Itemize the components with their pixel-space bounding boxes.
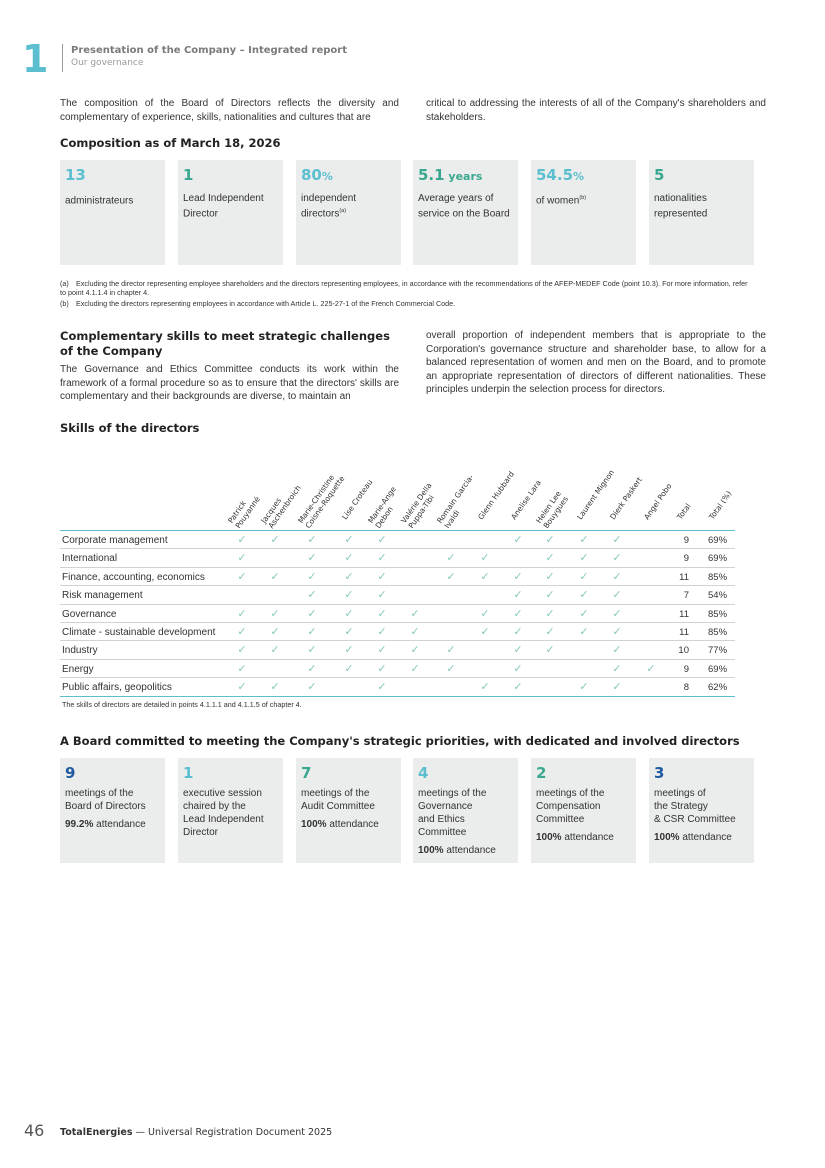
board-heading: A Board committed to meeting the Company's strategic priorities, with dedicated and involved directors xyxy=(60,734,740,748)
check-icon: ✓ xyxy=(513,589,523,602)
column-header: Anelise Lara xyxy=(509,478,543,522)
column-header: Marie-Ange Debon xyxy=(366,484,398,530)
skill-label: International xyxy=(62,553,118,565)
composition-card xyxy=(413,160,518,265)
check-icon: ✓ xyxy=(410,644,420,657)
composition-card-label xyxy=(183,192,278,220)
footer-text xyxy=(60,1127,332,1138)
board-card xyxy=(413,758,518,863)
skill-percent: 85% xyxy=(708,571,728,583)
column-header: Romain Garcia-Ivaldi xyxy=(435,472,476,530)
attendance xyxy=(418,844,513,857)
board-card-value: 9 xyxy=(65,764,76,782)
check-icon: ✓ xyxy=(579,589,589,602)
skill-total: 11 xyxy=(679,608,689,620)
board-card xyxy=(531,758,636,863)
check-icon: ✓ xyxy=(446,662,456,675)
check-icon: ✓ xyxy=(307,625,317,638)
attendance-label: attendance xyxy=(561,832,614,843)
column-header: Total xyxy=(675,501,693,522)
check-icon: ✓ xyxy=(344,589,354,602)
footer-doc: — Universal Registration Document 2025 xyxy=(132,1127,333,1138)
header-divider xyxy=(62,44,63,72)
skills-row xyxy=(60,531,735,549)
check-icon: ✓ xyxy=(344,607,354,620)
skill-total: 7 xyxy=(683,590,689,602)
check-icon: ✓ xyxy=(307,607,317,620)
attendance xyxy=(65,818,160,831)
board-card-label: meetings of the Compensation Committee xyxy=(536,788,605,825)
footnote-a-text: Excluding the director representing employee shareholders and the directors representing employees, in accordance with the recommendations of the AFEP-MEDEF Code (point 10.3). For more information, refer to point 4.1.1.4 in chapter 4. xyxy=(60,279,748,297)
skill-total: 9 xyxy=(683,553,689,565)
card-unit: years xyxy=(444,170,483,183)
check-icon: ✓ xyxy=(646,662,656,675)
attendance xyxy=(654,831,749,844)
check-icon: ✓ xyxy=(579,607,589,620)
composition-card-label xyxy=(418,192,513,220)
card-number: 80 xyxy=(301,166,322,184)
card-label-text: Average years of service on the Board xyxy=(418,193,510,220)
skill-total: 9 xyxy=(683,535,689,546)
chapter-number: 1 xyxy=(22,37,49,81)
check-icon: ✓ xyxy=(612,589,622,602)
board-card-label: meetings of the Strategy & CSR Committee xyxy=(654,788,736,825)
card-label-text: of women xyxy=(536,195,580,207)
check-icon: ✓ xyxy=(377,534,387,546)
skill-total: 9 xyxy=(683,663,689,675)
composition-card-value xyxy=(65,165,160,187)
skill-total: 8 xyxy=(683,682,689,694)
card-number: 13 xyxy=(65,166,86,184)
page-number: 46 xyxy=(24,1121,45,1140)
skills-section-heading: Complementary skills to meet strategic challenges of the Company xyxy=(60,329,390,358)
footer-brand: TotalEnergies xyxy=(60,1127,133,1138)
column-header: Jacques Aschenbroich xyxy=(259,483,303,530)
attendance-label: attendance xyxy=(326,819,379,830)
check-icon: ✓ xyxy=(480,625,490,638)
skill-label: Industry xyxy=(62,645,98,657)
check-icon: ✓ xyxy=(480,607,490,620)
footnote-b-text: Excluding the directors representing employees in accordance with Article L. 225-27-1 of the French Commercial Code. xyxy=(76,299,456,308)
check-icon: ✓ xyxy=(307,589,317,602)
check-icon: ✓ xyxy=(377,570,387,583)
check-icon: ✓ xyxy=(545,644,555,657)
check-icon: ✓ xyxy=(237,570,247,583)
check-icon: ✓ xyxy=(237,625,247,638)
card-number: 5 xyxy=(654,166,665,184)
attendance-value: 100% xyxy=(418,845,444,856)
check-icon: ✓ xyxy=(237,644,247,657)
intro-left: The composition of the Board of Directors reflects the diversity and complementary of experience, skills, nationalities and cultures that are xyxy=(60,98,399,123)
skills-row xyxy=(60,568,735,586)
skill-label: Energy xyxy=(62,663,94,675)
check-icon: ✓ xyxy=(344,662,354,675)
check-icon: ✓ xyxy=(545,570,555,583)
check-icon: ✓ xyxy=(307,534,317,546)
board-card-value: 7 xyxy=(301,764,312,782)
skills-row xyxy=(60,678,735,696)
footnote-a xyxy=(60,279,753,297)
composition-card-label xyxy=(65,192,160,207)
check-icon: ✓ xyxy=(513,570,523,583)
skills-row xyxy=(60,623,735,641)
footnote-b-label: (b) xyxy=(60,299,69,308)
column-header: Patrick Pouyanné xyxy=(226,494,262,530)
board-card xyxy=(178,758,283,863)
board-card-value: 2 xyxy=(536,764,547,782)
board-card-label: meetings of the Governance and Ethics Committee xyxy=(418,788,487,838)
skills-row xyxy=(60,586,735,604)
column-header: Dierk Paskert xyxy=(608,475,645,522)
skill-label: Corporate management xyxy=(62,535,168,546)
check-icon: ✓ xyxy=(377,589,387,602)
check-icon: ✓ xyxy=(480,681,490,694)
attendance xyxy=(536,831,631,844)
attendance xyxy=(301,818,396,831)
check-icon: ✓ xyxy=(270,607,280,620)
check-icon: ✓ xyxy=(270,570,280,583)
check-icon: ✓ xyxy=(307,570,317,583)
check-icon: ✓ xyxy=(612,625,622,638)
check-icon: ✓ xyxy=(270,681,280,694)
skill-total: 11 xyxy=(679,571,689,583)
card-label-text: Lead Independent Director xyxy=(183,193,264,220)
skill-label: Climate - sustainable development xyxy=(62,626,216,638)
check-icon: ✓ xyxy=(307,681,317,694)
check-icon: ✓ xyxy=(545,607,555,620)
skills-table-note: The skills of directors are detailed in points 4.1.1.1 and 4.1.1.5 of chapter 4. xyxy=(62,700,302,709)
footnote-b xyxy=(60,299,753,308)
check-icon: ✓ xyxy=(377,644,387,657)
check-icon: ✓ xyxy=(307,662,317,675)
column-header: Angel Pobo xyxy=(642,481,674,522)
check-icon: ✓ xyxy=(377,681,387,694)
check-icon: ✓ xyxy=(513,534,523,546)
check-icon: ✓ xyxy=(307,552,317,565)
check-icon: ✓ xyxy=(513,644,523,657)
card-unit: % xyxy=(321,170,333,183)
check-icon: ✓ xyxy=(270,625,280,638)
card-number: 1 xyxy=(183,166,194,184)
footnote-ref: (a) xyxy=(339,208,347,214)
attendance-label: attendance xyxy=(679,832,732,843)
card-label-text: nationalities represented xyxy=(654,193,708,220)
board-card-value: 1 xyxy=(183,764,194,782)
check-icon: ✓ xyxy=(410,607,420,620)
skill-total: 10 xyxy=(678,645,689,657)
skill-percent: 77% xyxy=(708,645,728,657)
check-icon: ✓ xyxy=(480,570,490,583)
board-card-label: meetings of the Board of Directors xyxy=(65,788,146,812)
skill-label: Finance, accounting, economics xyxy=(62,571,205,583)
check-icon: ✓ xyxy=(513,625,523,638)
check-icon: ✓ xyxy=(270,534,280,546)
check-icon: ✓ xyxy=(410,662,420,675)
skills-section-right: overall proportion of independent members that is appropriate to the Corporation's governance structure and shareholder base, to allow for a balanced representation of women and men on the Board, and to promote an appropriate representation of directors of different nationalities. These principles underpin the selection process for directors. xyxy=(426,330,766,395)
check-icon: ✓ xyxy=(410,625,420,638)
composition-card-label xyxy=(654,192,749,220)
check-icon: ✓ xyxy=(377,625,387,638)
card-number: 5.1 xyxy=(418,166,445,184)
board-card xyxy=(649,758,754,863)
check-icon: ✓ xyxy=(446,570,456,583)
composition-card xyxy=(531,160,636,265)
skills-row xyxy=(60,641,735,659)
skill-percent: 62% xyxy=(708,682,728,694)
skills-row xyxy=(60,605,735,623)
board-card-label: meetings of the Audit Committee xyxy=(301,788,375,812)
card-unit: % xyxy=(573,170,585,183)
skill-label: Risk management xyxy=(62,590,143,602)
column-header: Glenn Hubbard xyxy=(476,469,516,522)
skills-table-heading: Skills of the directors xyxy=(60,421,200,435)
column-header: Marie-Christine Coisne-Roquette xyxy=(296,473,347,530)
card-label-text: independent directors xyxy=(301,193,357,220)
check-icon: ✓ xyxy=(612,552,622,565)
column-header: Lise Croteau xyxy=(340,477,375,522)
check-icon: ✓ xyxy=(545,589,555,602)
skills-table xyxy=(60,530,735,697)
intro-right: critical to addressing the interests of all of the Company's shareholders and stakeholders. xyxy=(426,98,766,123)
composition-card xyxy=(60,160,165,265)
composition-card-value xyxy=(418,165,513,187)
attendance-value: 99.2% xyxy=(65,819,94,830)
composition-card-value xyxy=(536,165,631,187)
card-number: 54.5 xyxy=(536,166,574,184)
board-card-value: 3 xyxy=(654,764,665,782)
column-header: Laurent Mignon xyxy=(575,468,617,522)
card-label-text: administrateurs xyxy=(65,195,134,207)
composition-card-value xyxy=(301,165,396,187)
check-icon: ✓ xyxy=(545,625,555,638)
attendance-value: 100% xyxy=(654,832,680,843)
check-icon: ✓ xyxy=(612,607,622,620)
footnote-ref: (b) xyxy=(579,195,587,201)
composition-heading: Composition as of March 18, 2026 xyxy=(60,136,281,150)
attendance-label: attendance xyxy=(93,819,146,830)
skill-label: Public affairs, geopolitics xyxy=(62,682,172,694)
skills-row xyxy=(60,549,735,567)
composition-card xyxy=(649,160,754,265)
board-card-value: 4 xyxy=(418,764,429,782)
attendance-value: 100% xyxy=(536,832,562,843)
column-header: Valérie Della Puppa-Tibi xyxy=(399,481,436,530)
check-icon: ✓ xyxy=(612,681,622,694)
check-icon: ✓ xyxy=(446,644,456,657)
check-icon: ✓ xyxy=(480,552,490,565)
skill-total: 11 xyxy=(679,626,689,638)
check-icon: ✓ xyxy=(377,662,387,675)
check-icon: ✓ xyxy=(344,534,354,546)
composition-card xyxy=(296,160,401,265)
check-icon: ✓ xyxy=(377,607,387,620)
check-icon: ✓ xyxy=(344,625,354,638)
board-card-label: executive session chaired by the Lead Independent Director xyxy=(183,788,264,838)
check-icon: ✓ xyxy=(579,552,589,565)
board-card xyxy=(296,758,401,863)
skill-label: Governance xyxy=(62,608,117,620)
check-icon: ✓ xyxy=(612,662,622,675)
skill-percent: 85% xyxy=(708,626,728,638)
check-icon: ✓ xyxy=(579,681,589,694)
check-icon: ✓ xyxy=(446,552,456,565)
check-icon: ✓ xyxy=(344,552,354,565)
composition-card xyxy=(178,160,283,265)
check-icon: ✓ xyxy=(344,644,354,657)
header-subtitle: Our governance xyxy=(71,58,144,68)
attendance-value: 100% xyxy=(301,819,327,830)
check-icon: ✓ xyxy=(579,534,589,546)
skills-row xyxy=(60,660,735,678)
check-icon: ✓ xyxy=(344,570,354,583)
check-icon: ✓ xyxy=(237,607,247,620)
skills-section-left: The Governance and Ethics Committee conducts its work within the framework of a formal procedure so as to ensure that the directors' skills are complementary and their backgrounds are diverse, to maintain an xyxy=(60,364,399,402)
check-icon: ✓ xyxy=(612,534,622,546)
check-icon: ✓ xyxy=(545,552,555,565)
check-icon: ✓ xyxy=(579,570,589,583)
skill-percent: 69% xyxy=(708,663,728,675)
check-icon: ✓ xyxy=(377,552,387,565)
check-icon: ✓ xyxy=(579,625,589,638)
skill-percent: 69% xyxy=(708,553,728,565)
check-icon: ✓ xyxy=(237,662,247,675)
check-icon: ✓ xyxy=(270,644,280,657)
footnote-a-label: (a) xyxy=(60,279,69,288)
check-icon: ✓ xyxy=(513,662,523,675)
check-icon: ✓ xyxy=(513,681,523,694)
composition-card-value xyxy=(654,165,749,187)
check-icon: ✓ xyxy=(545,534,555,546)
skill-percent: 85% xyxy=(708,608,728,620)
skill-percent: 54% xyxy=(708,590,728,602)
check-icon: ✓ xyxy=(237,552,247,565)
header-title: Presentation of the Company – Integrated report xyxy=(71,45,348,56)
skill-percent: 69% xyxy=(708,535,728,546)
check-icon: ✓ xyxy=(237,534,247,546)
attendance-label: attendance xyxy=(443,845,496,856)
check-icon: ✓ xyxy=(237,681,247,694)
column-header: Helen Lee Bouygues xyxy=(534,489,570,530)
board-card xyxy=(60,758,165,863)
check-icon: ✓ xyxy=(612,644,622,657)
check-icon: ✓ xyxy=(513,607,523,620)
check-icon: ✓ xyxy=(307,644,317,657)
composition-card-label xyxy=(301,192,396,220)
composition-card-value xyxy=(183,165,278,187)
column-header: Total (%) xyxy=(707,489,734,522)
check-icon: ✓ xyxy=(612,570,622,583)
composition-card-label xyxy=(536,192,631,207)
